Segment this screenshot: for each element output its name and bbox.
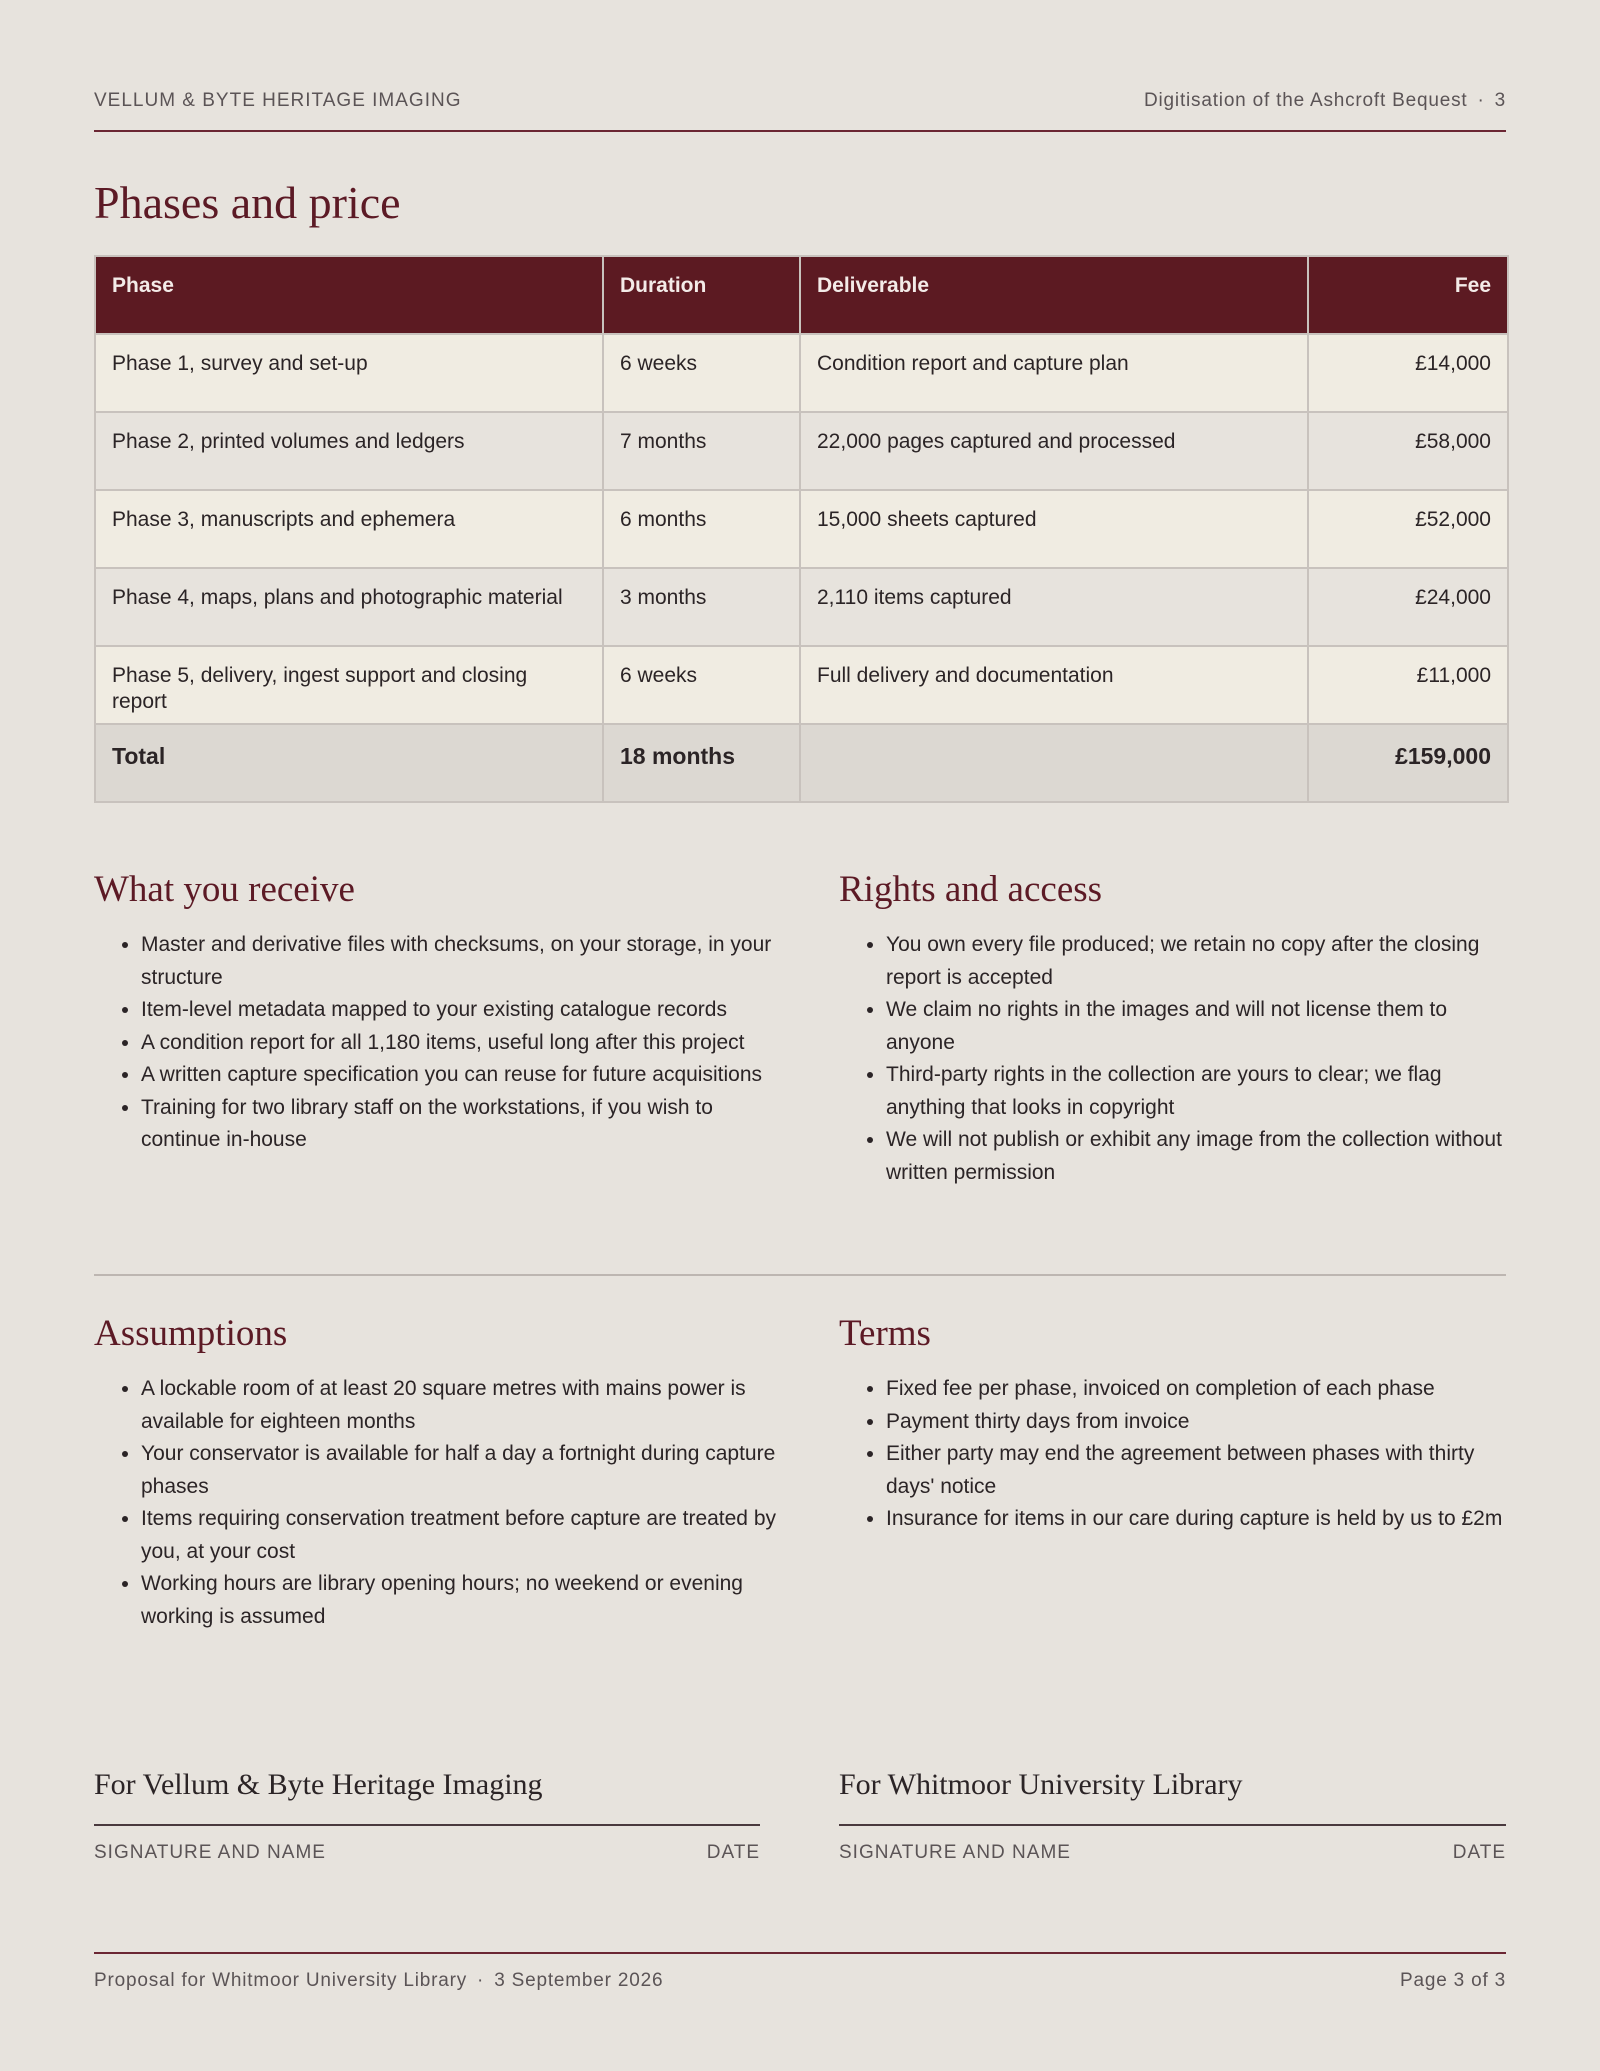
page-footer (94, 1952, 1506, 1992)
phase-cell: Phase 4, maps, plans and photographic material (95, 568, 603, 646)
footer-page-number: Page 3 of 3 (1400, 1970, 1506, 1991)
phase-cell: Phase 1, survey and set-up (95, 334, 603, 412)
list-item: • A lockable room of at least 20 square metres with mains power is available for eighteen months (141, 1373, 794, 1438)
duration-cell: 7 months (603, 412, 800, 490)
footer-separator: · (477, 1970, 485, 1991)
document-title (1144, 90, 1506, 112)
table-row (95, 334, 1508, 412)
list-item: • A condition report for all 1,180 items, useful long after this project (141, 1027, 794, 1060)
signature-block-vendor (94, 1768, 760, 1864)
total-fee: £159,000 (1308, 724, 1508, 802)
column-header-fee: Fee (1308, 256, 1508, 334)
list-item: • Fixed fee per phase, invoiced on completion of each phase (886, 1373, 1506, 1406)
list-item: • You own every file produced; we retain no copy after the closing report is accepted (886, 929, 1506, 994)
phase-cell: Phase 3, manuscripts and ephemera (95, 490, 603, 568)
table-header-row (95, 256, 1508, 334)
date-label: DATE (706, 1842, 760, 1863)
phases-table (94, 255, 1509, 803)
running-header (94, 90, 1506, 132)
total-row (95, 724, 1508, 802)
list-item: • Either party may end the agreement between phases with thirty days' notice (886, 1438, 1506, 1503)
deliverable-cell: 15,000 sheets captured (800, 490, 1308, 568)
section-heading: Assumptions (94, 1313, 288, 1354)
section-divider (94, 1274, 1506, 1276)
list-item: • Your conservator is available for half a day a fortnight during capture phases (141, 1438, 794, 1503)
signature-line[interactable] (94, 1824, 760, 1826)
document-title-text: Digitisation of the Ashcroft Bequest (1144, 90, 1468, 111)
terms-section (839, 1312, 1506, 1536)
list-item: • Insurance for items in our care during capture is held by us to £2m (886, 1503, 1506, 1536)
list-item: • Payment thirty days from invoice (886, 1406, 1506, 1439)
bullet-list (94, 929, 794, 1157)
total-label: Total (95, 724, 603, 802)
fee-cell: £24,000 (1308, 568, 1508, 646)
signature-block-client (839, 1768, 1506, 1864)
deliverable-cell: 22,000 pages captured and processed (800, 412, 1308, 490)
header-page-number: 3 (1494, 90, 1506, 111)
header-separator: · (1477, 90, 1485, 111)
list-item: • Master and derivative files with checksums, on your storage, in your structure (141, 929, 794, 994)
footer-proposal (94, 1970, 663, 1992)
table-row (95, 412, 1508, 490)
page-title: Phases and price (94, 177, 401, 228)
table-row (95, 490, 1508, 568)
duration-cell: 6 weeks (603, 646, 800, 724)
signature-party: For Whitmoor University Library (839, 1768, 1243, 1801)
signature-line[interactable] (839, 1824, 1506, 1826)
column-header-phase: Phase (95, 256, 603, 334)
what-you-receive-section (94, 868, 794, 1157)
total-duration: 18 months (603, 724, 800, 802)
date-label: DATE (1452, 1842, 1506, 1863)
list-item: • A written capture specification you can reuse for future acquisitions (141, 1059, 794, 1092)
duration-cell: 6 weeks (603, 334, 800, 412)
section-heading: What you receive (94, 869, 355, 910)
section-heading: Rights and access (839, 869, 1103, 910)
column-header-duration: Duration (603, 256, 800, 334)
signature-label: SIGNATURE AND NAME (94, 1842, 326, 1863)
section-heading: Terms (839, 1313, 931, 1354)
duration-cell: 3 months (603, 568, 800, 646)
deliverable-cell: Condition report and capture plan (800, 334, 1308, 412)
table-row (95, 646, 1508, 724)
fee-cell: £14,000 (1308, 334, 1508, 412)
fee-cell: £52,000 (1308, 490, 1508, 568)
list-item: • Item-level metadata mapped to your existing catalogue records (141, 994, 794, 1027)
fee-cell: £58,000 (1308, 412, 1508, 490)
phase-cell: Phase 2, printed volumes and ledgers (95, 412, 603, 490)
list-item: • Working hours are library opening hours; no weekend or evening working is assumed (141, 1568, 794, 1633)
footer-date: 3 September 2026 (494, 1970, 664, 1991)
company-name: VELLUM & BYTE HERITAGE IMAGING (94, 90, 462, 111)
list-item: • We will not publish or exhibit any image from the collection without written permission (886, 1124, 1506, 1189)
list-item: • Training for two library staff on the workstations, if you wish to continue in-house (141, 1092, 794, 1157)
deliverable-cell: 2,110 items captured (800, 568, 1308, 646)
table-row (95, 568, 1508, 646)
phase-cell: Phase 5, delivery, ingest support and closing report (95, 646, 603, 724)
list-item: • We claim no rights in the images and will not license them to anyone (886, 994, 1506, 1059)
fee-cell: £11,000 (1308, 646, 1508, 724)
duration-cell: 6 months (603, 490, 800, 568)
footer-proposal-text: Proposal for Whitmoor University Library (94, 1970, 468, 1991)
assumptions-section (94, 1312, 794, 1633)
list-item: • Items requiring conservation treatment before capture are treated by you, at your cost (141, 1503, 794, 1568)
signature-label: SIGNATURE AND NAME (839, 1842, 1071, 1863)
deliverable-cell: Full delivery and documentation (800, 646, 1308, 724)
bullet-list (839, 929, 1506, 1189)
bullet-list (94, 1373, 794, 1633)
signature-party: For Vellum & Byte Heritage Imaging (94, 1768, 543, 1801)
list-item: • Third-party rights in the collection are yours to clear; we flag anything that looks in copyright (886, 1059, 1506, 1124)
column-header-deliverable: Deliverable (800, 256, 1308, 334)
rights-and-access-section (839, 868, 1506, 1189)
bullet-list (839, 1373, 1506, 1536)
total-deliverable (800, 724, 1308, 802)
